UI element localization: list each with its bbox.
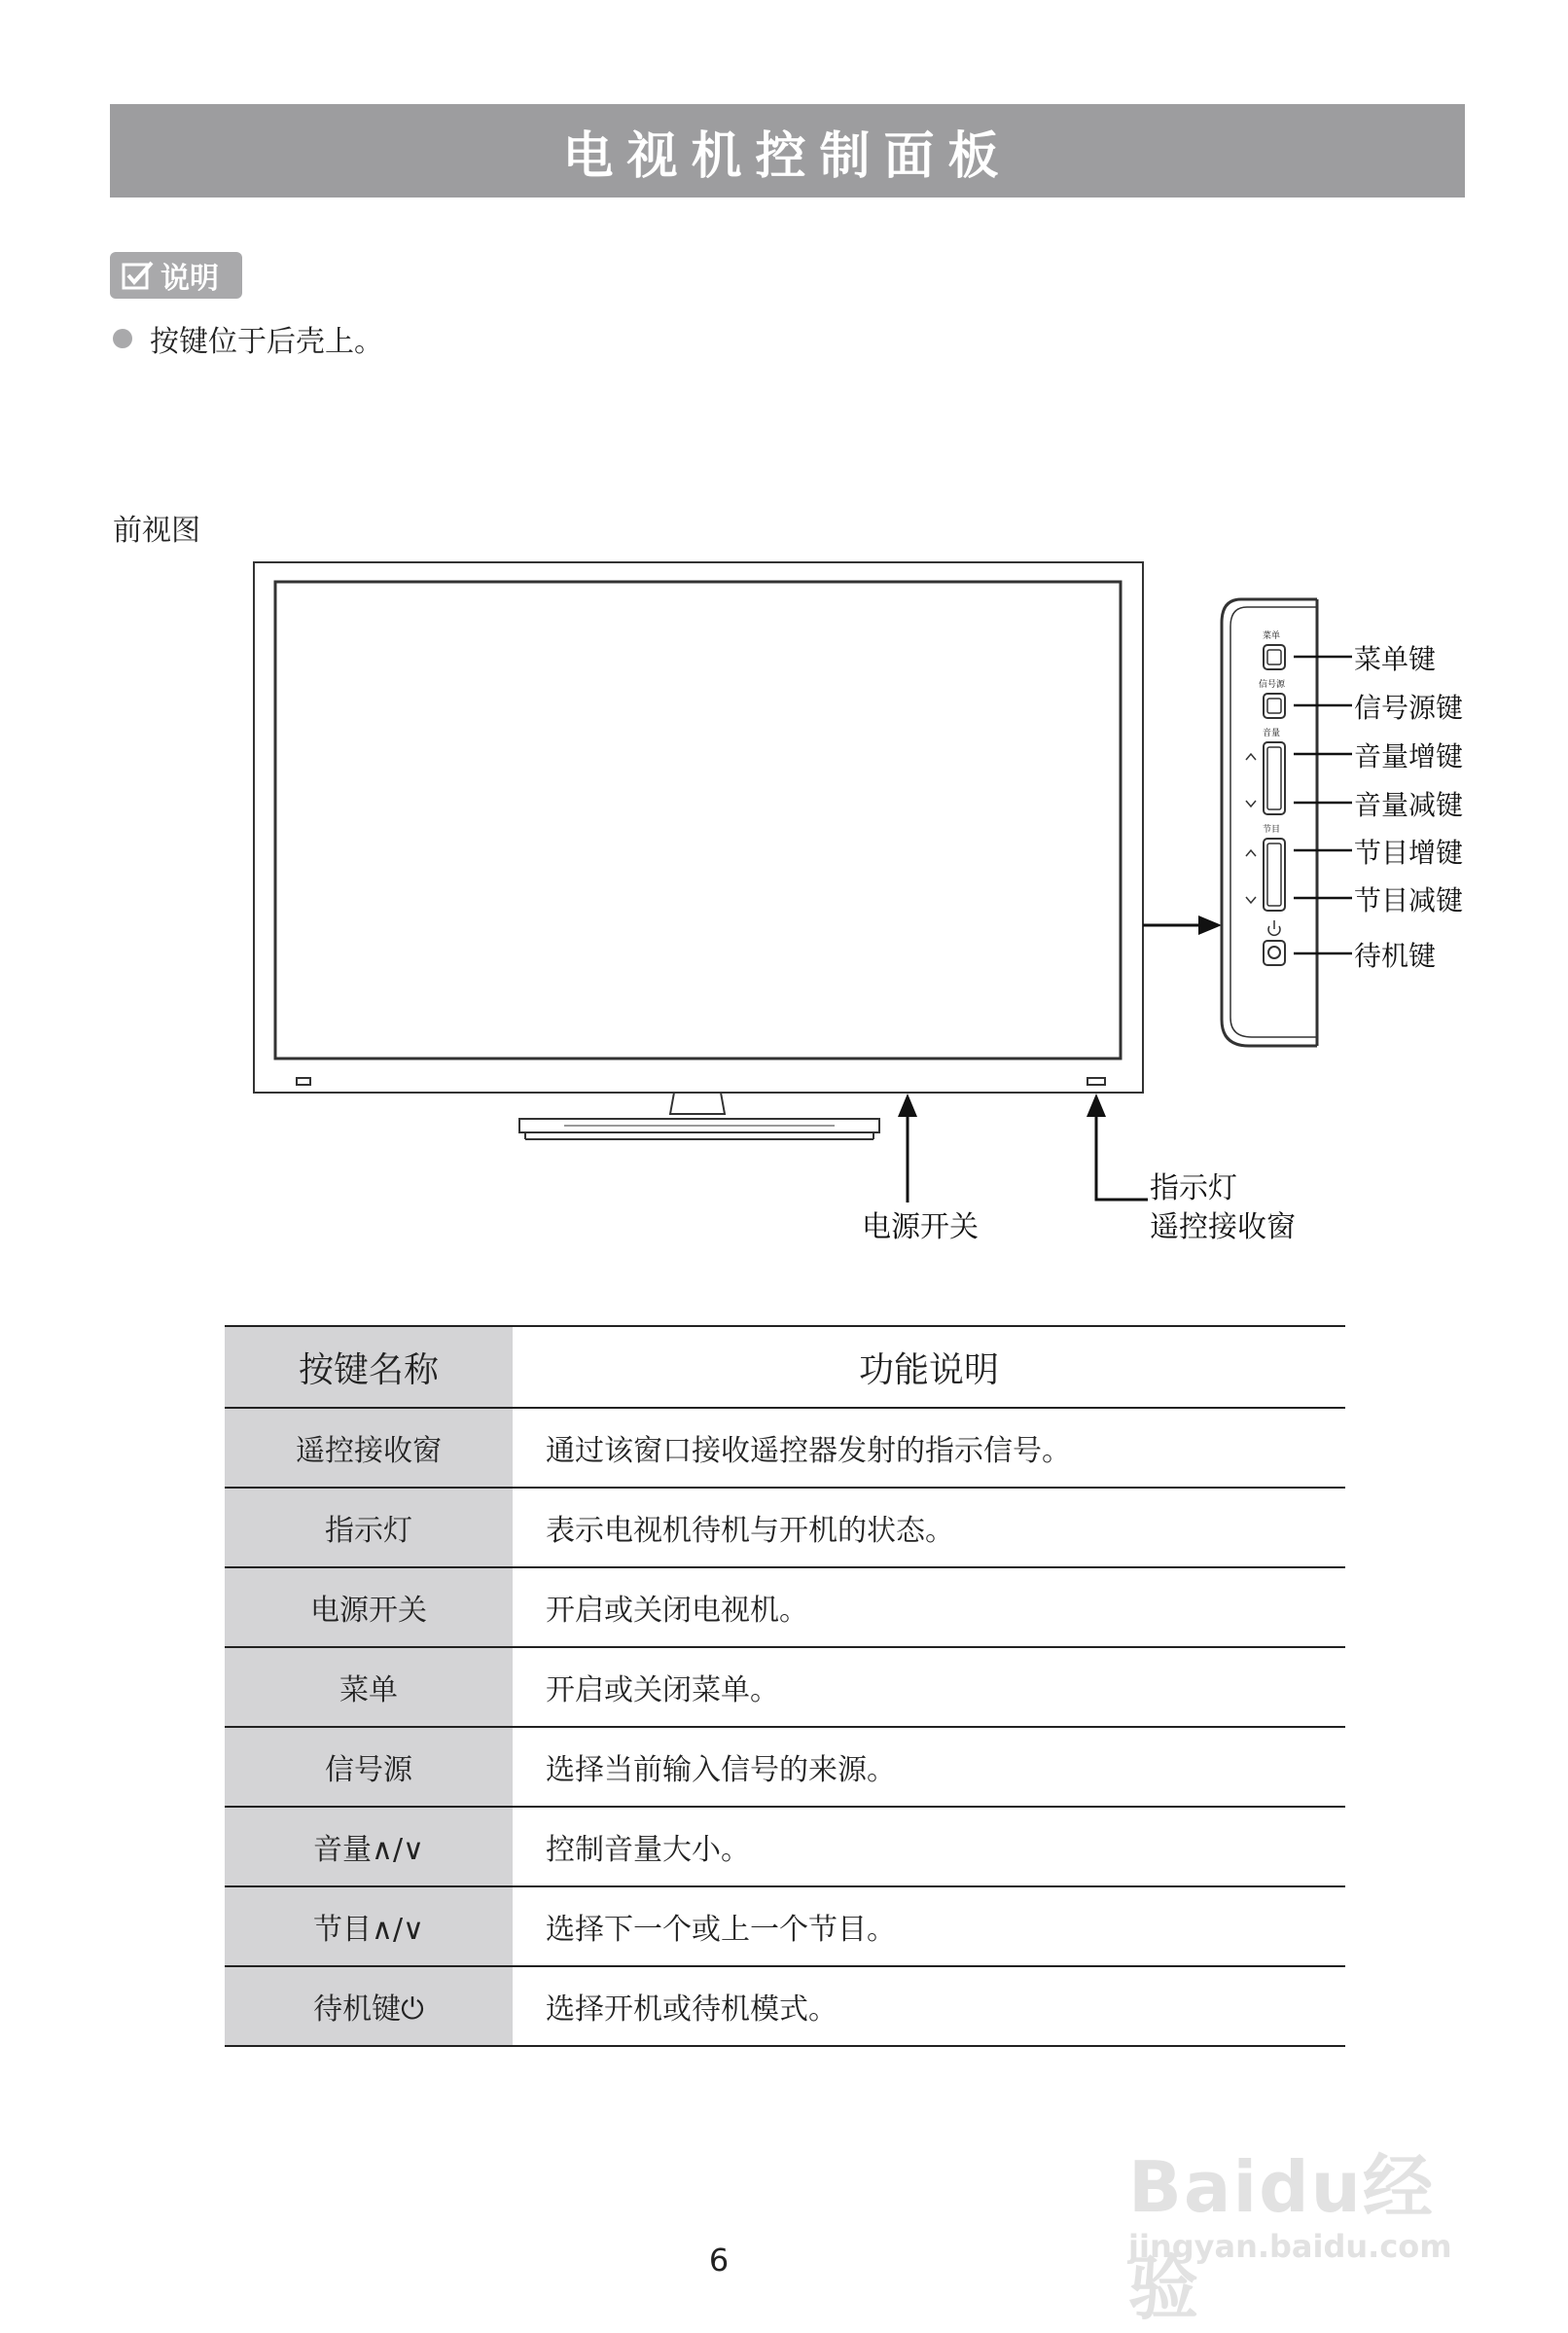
- page-number: 6: [708, 2242, 730, 2279]
- table-cell-key: 待机键⏻: [225, 1967, 513, 2045]
- table-cell-desc: 通过该窗口接收遥控器发射的指示信号。: [546, 1434, 1071, 1468]
- table-cell-key: 遥控接收窗: [225, 1409, 513, 1487]
- table-cell-desc: 控制音量大小。: [546, 1833, 750, 1867]
- table-row: [225, 1967, 1345, 2047]
- callout-source-key: 信号源键: [1354, 692, 1464, 724]
- front-view-label: 前视图: [113, 514, 200, 548]
- table-cell-key: 指示灯: [225, 1489, 513, 1566]
- watermark-brand: Baidu经验: [1128, 2146, 1435, 2329]
- panel-label-menu: 菜单: [1263, 631, 1281, 641]
- tv-front-illustration: [254, 562, 1143, 1139]
- panel-label-volume: 音量: [1263, 729, 1281, 738]
- table-header-row: [225, 1327, 1345, 1409]
- table-row: [225, 1489, 1345, 1568]
- panel-label-program: 节目: [1263, 825, 1281, 835]
- callout-standby-key: 待机键: [1354, 940, 1437, 972]
- table-row: [225, 1568, 1345, 1648]
- table-cell-desc: 开启或关闭菜单。: [546, 1673, 779, 1707]
- callout-program-up-key: 节目增键: [1354, 837, 1464, 869]
- table-cell-key: 节目∧/∨: [225, 1887, 513, 1965]
- table-header-desc: 功能说明: [858, 1349, 999, 1390]
- table-cell-key: 电源开关: [225, 1568, 513, 1646]
- table-cell-desc: 开启或关闭电视机。: [546, 1594, 808, 1628]
- page-title: 电视机控制面板: [562, 126, 1013, 186]
- callout-indicator: 指示灯: [1150, 1171, 1237, 1205]
- table-cell-desc: 选择下一个或上一个节目。: [546, 1913, 896, 1947]
- table-cell-key: 菜单: [225, 1648, 513, 1726]
- table-cell-desc: 表示电视机待机与开机的状态。: [546, 1514, 954, 1548]
- table-row: [225, 1648, 1345, 1728]
- table-cell-desc: 选择开机或待机模式。: [546, 1992, 837, 2027]
- callout-receiver-window: 遥控接收窗: [1150, 1210, 1296, 1244]
- callout-program-down-key: 节目减键: [1354, 884, 1464, 916]
- callout-volume-down-key: 音量减键: [1354, 789, 1464, 821]
- table-row: [225, 1808, 1345, 1887]
- table-cell-desc: 选择当前输入信号的来源。: [546, 1753, 896, 1787]
- panel-label-source: 信号源: [1259, 680, 1286, 690]
- key-function-table: [225, 1325, 1345, 2047]
- table-row: [225, 1409, 1345, 1489]
- table-cell-key: 信号源: [225, 1728, 513, 1806]
- callout-volume-up-key: 音量增键: [1354, 740, 1464, 772]
- callout-menu-key: 菜单键: [1354, 643, 1437, 675]
- note-badge-label: 说明: [160, 262, 219, 296]
- watermark-url: jingyan.baidu.com: [1128, 2228, 1452, 2265]
- callout-power-switch: 电源开关: [862, 1210, 979, 1244]
- table-row: [225, 1887, 1345, 1967]
- table-cell-key: 音量∧/∨: [225, 1808, 513, 1885]
- note-bullet-text: 按键位于后壳上。: [150, 325, 383, 359]
- table-header-key: 按键名称: [225, 1327, 513, 1407]
- table-row: [225, 1728, 1345, 1808]
